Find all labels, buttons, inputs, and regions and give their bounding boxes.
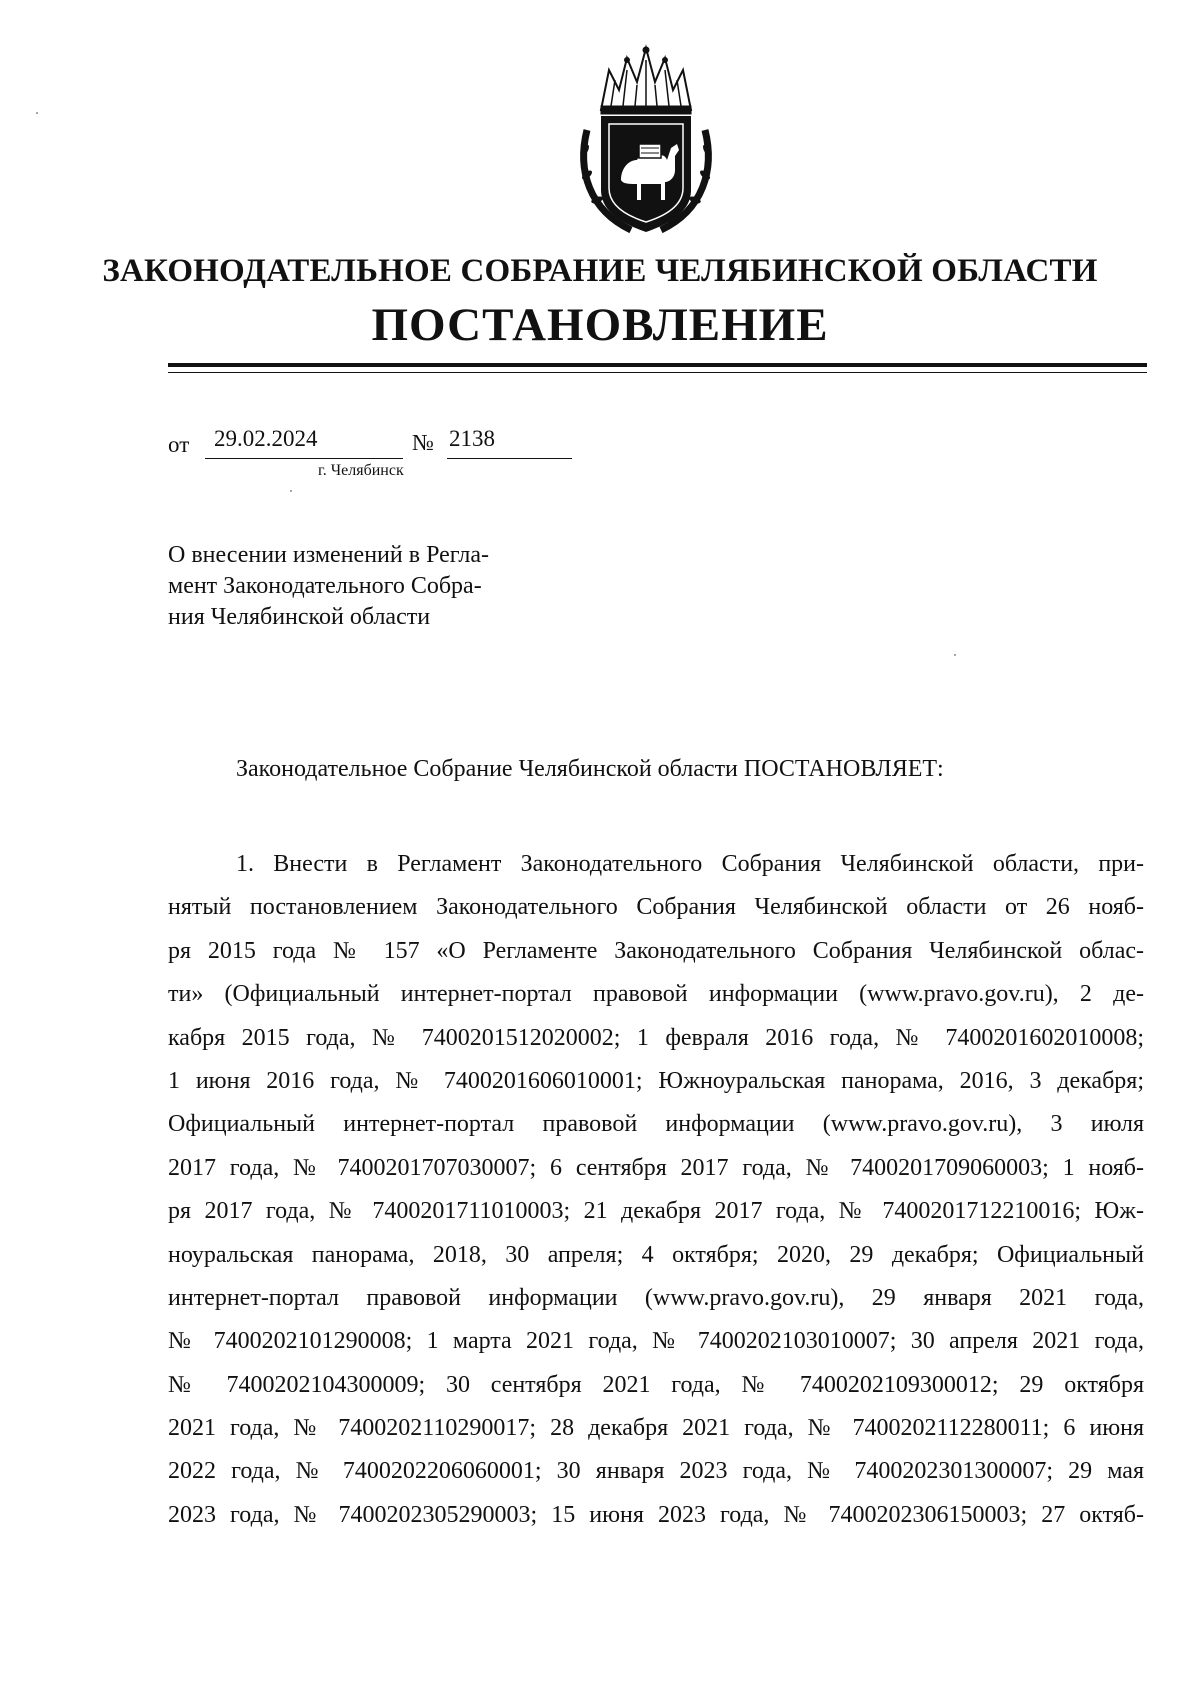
number-sign: №	[412, 430, 434, 455]
body-line: ря 2017 года, № 7400201711010003; 21 декабря 2017 года, № 7400201712210016; Юж-	[168, 1198, 1144, 1225]
coat-of-arms-emblem	[571, 40, 721, 240]
scan-speck	[36, 112, 38, 114]
date-underline	[205, 458, 403, 459]
body-line: 2021 года, № 7400202110290017; 28 декабря 2021 года, № 7400202112280011; 6 июня	[168, 1415, 1144, 1442]
scan-speck	[290, 490, 292, 492]
subject-line: мент Законодательного Собра-	[168, 573, 482, 599]
body-line: Официальный интернет-портал правовой информации (www.pravo.gov.ru), 3 июля	[168, 1111, 1144, 1138]
body-line: интернет-портал правовой информации (www.pravo.gov.ru), 29 января 2021 года,	[168, 1284, 1144, 1311]
document-subject	[168, 540, 548, 633]
document-type-title: ПОСТАНОВЛЕНИЕ	[371, 299, 829, 351]
body-line: ти» (Официальный интернет-портал правовой информации (www.pravo.gov.ru), 2 де-	[168, 981, 1144, 1008]
scan-speck	[954, 654, 956, 656]
header-rule-thick	[168, 363, 1147, 367]
body-line: 2023 года, № 7400202305290003; 15 июня 2023 года, № 7400202306150003; 27 октяб-	[168, 1501, 1144, 1528]
body-line: нятый постановлением Законодательного Собрания Челябинской области от 26 нояб-	[168, 894, 1144, 921]
document-number: 2138	[449, 426, 495, 451]
header-rule-thin	[168, 372, 1147, 373]
body-line: кабря 2015 года, № 7400201512020002; 1 февраля 2016 года, № 7400201602010008;	[168, 1024, 1144, 1051]
number-underline	[447, 458, 572, 459]
body-line: 1 июня 2016 года, № 7400201606010001; Южноуральская панорама, 2016, 3 декабря;	[168, 1067, 1144, 1094]
document-date: 29.02.2024	[214, 426, 318, 451]
body-line: ря 2015 года № 157 «О Регламенте Законодательного Собрания Челябинской облас-	[168, 937, 1144, 964]
body-line: 1. Внести в Регламент Законодательного Собрания Челябинской области, при-	[236, 851, 1144, 877]
preamble: Законодательное Собрание Челябинской области ПОСТАНОВЛЯЕТ:	[236, 756, 944, 782]
body-line: № 7400202104300009; 30 сентября 2021 года, № 7400202109300012; 29 октября	[168, 1371, 1144, 1398]
document-city: г. Челябинск	[318, 462, 404, 479]
body-paragraph	[168, 843, 1144, 1537]
organization-title: ЗАКОНОДАТЕЛЬНОЕ СОБРАНИЕ ЧЕЛЯБИНСКОЙ ОБЛАСТИ	[102, 253, 1098, 289]
body-line: 2022 года, № 7400202206060001; 30 января 2023 года, № 7400202301300007; 29 мая	[168, 1458, 1144, 1485]
body-line: ноуральская панорама, 2018, 30 апреля; 4 октября; 2020, 29 декабря; Официальный	[168, 1241, 1144, 1268]
body-line: 2017 года, № 7400201707030007; 6 сентября 2017 года, № 7400201709060003; 1 нояб-	[168, 1154, 1144, 1181]
subject-line: ния Челябинской области	[168, 604, 431, 630]
body-line: № 7400202101290008; 1 марта 2021 года, № 7400202103010007; 30 апреля 2021 года,	[168, 1328, 1144, 1355]
date-prefix: от	[168, 432, 190, 457]
subject-line: О внесении изменений в Регла-	[168, 542, 489, 568]
